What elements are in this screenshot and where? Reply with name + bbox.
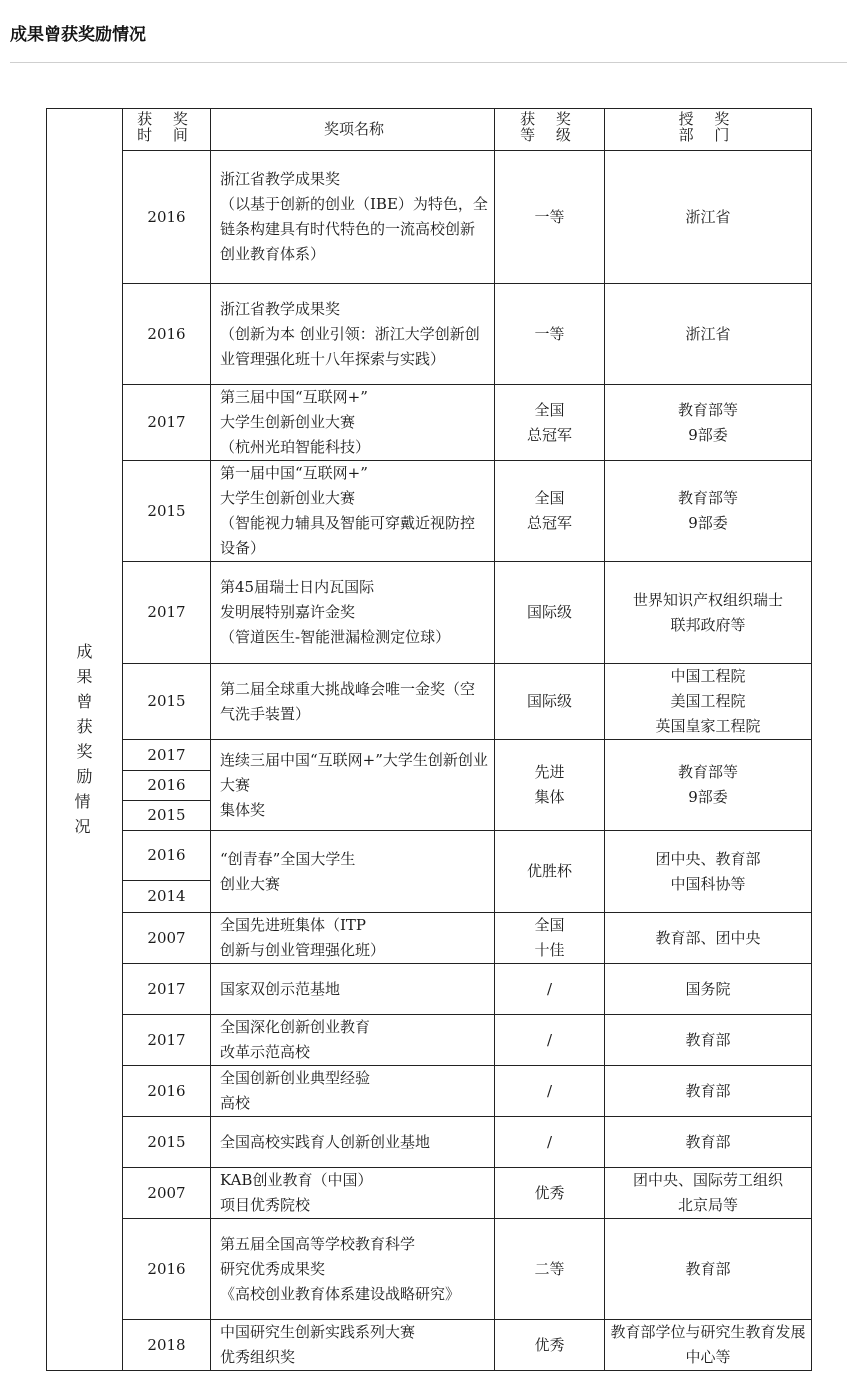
dept-cell: 团中央、教育部 中国科协等 (605, 831, 812, 913)
header-year: 获 奖 时 间 (123, 109, 211, 151)
year-cell: 2015 (123, 801, 211, 831)
award-name-cell: 浙江省教学成果奖 （以基于创新的创业（IBE）为特色，全链条构建具有时代特色的一流高校创新创业教育体系） (211, 151, 495, 284)
award-name-cell: 第一届中国“互联网+” 大学生创新创业大赛 （智能视力辅具及智能可穿戴近视防控设备） (211, 461, 495, 562)
level-cell: 全国 总冠军 (495, 385, 605, 461)
year-cell: 2007 (123, 1168, 211, 1219)
year-cell: 2015 (123, 664, 211, 740)
level-cell: / (495, 964, 605, 1015)
level-cell: 全国 总冠军 (495, 461, 605, 562)
award-name-cell: 第二届全球重大挑战峰会唯一金奖（空气洗手装置） (211, 664, 495, 740)
dept-cell: 教育部、团中央 (605, 913, 812, 964)
year-cell: 2015 (123, 1117, 211, 1168)
table-row (47, 831, 812, 881)
level-cell: 全国 十佳 (495, 913, 605, 964)
table-row (47, 1219, 812, 1320)
table-row (47, 1117, 812, 1168)
year-cell: 2016 (123, 1219, 211, 1320)
dept-cell: 团中央、国际劳工组织 北京局等 (605, 1168, 812, 1219)
title-divider (10, 62, 847, 63)
award-name-cell: “创青春”全国大学生 创业大赛 (211, 831, 495, 913)
year-cell: 2016 (123, 1066, 211, 1117)
dept-cell: 国务院 (605, 964, 812, 1015)
year-cell: 2016 (123, 831, 211, 881)
award-name-cell: KAB创业教育（中国） 项目优秀院校 (211, 1168, 495, 1219)
level-cell: 一等 (495, 151, 605, 284)
award-name-cell: 第45届瑞士日内瓦国际 发明展特别嘉许金奖 （管道医生-智能泄漏检测定位球） (211, 562, 495, 664)
table-row (47, 1168, 812, 1219)
table-row (47, 385, 812, 461)
table-row (47, 461, 812, 562)
award-name-cell: 全国先进班集体（ITP 创新与创业管理强化班） (211, 913, 495, 964)
header-dept: 授 奖 部 门 (605, 109, 812, 151)
award-name-cell: 中国研究生创新实践系列大赛 优秀组织奖 (211, 1320, 495, 1371)
dept-cell: 教育部等 9部委 (605, 740, 812, 831)
year-cell: 2007 (123, 913, 211, 964)
dept-cell: 世界知识产权组织瑞士 联邦政府等 (605, 562, 812, 664)
dept-cell: 教育部 (605, 1117, 812, 1168)
level-cell: / (495, 1015, 605, 1066)
awards-table (46, 108, 812, 1371)
award-name-cell: 第五届全国高等学校教育科学 研究优秀成果奖 《高校创业教育体系建设战略研究》 (211, 1219, 495, 1320)
header-level: 获 奖 等 级 (495, 109, 605, 151)
year-cell: 2017 (123, 740, 211, 771)
table-row (47, 1015, 812, 1066)
header-row (47, 109, 812, 151)
table-row (47, 913, 812, 964)
year-cell: 2016 (123, 771, 211, 801)
year-cell: 2014 (123, 881, 211, 913)
award-name-cell: 连续三届中国“互联网+”大学生创新创业大赛 集体奖 (211, 740, 495, 831)
year-cell: 2018 (123, 1320, 211, 1371)
dept-cell: 浙江省 (605, 284, 812, 385)
level-cell: 优胜杯 (495, 831, 605, 913)
level-cell: / (495, 1066, 605, 1117)
year-cell: 2016 (123, 284, 211, 385)
level-cell: 优秀 (495, 1168, 605, 1219)
side-label-cell (47, 109, 123, 1371)
year-cell: 2017 (123, 385, 211, 461)
award-name-cell: 国家双创示范基地 (211, 964, 495, 1015)
level-cell: / (495, 1117, 605, 1168)
header-name: 奖项名称 (211, 109, 495, 151)
level-cell: 二等 (495, 1219, 605, 1320)
level-cell: 先进 集体 (495, 740, 605, 831)
level-cell: 国际级 (495, 562, 605, 664)
side-label: 成 果 曾 获 奖 励 情况 (74, 642, 109, 836)
table-row (47, 284, 812, 385)
year-cell: 2017 (123, 1015, 211, 1066)
table-row (47, 562, 812, 664)
award-name-cell: 全国深化创新创业教育 改革示范高校 (211, 1015, 495, 1066)
dept-cell: 教育部等 9部委 (605, 385, 812, 461)
dept-cell: 浙江省 (605, 151, 812, 284)
year-cell: 2016 (123, 151, 211, 284)
page-title: 成果曾获奖励情况 (10, 25, 146, 45)
level-cell: 一等 (495, 284, 605, 385)
award-name-cell: 第三届中国“互联网+” 大学生创新创业大赛 （杭州光珀智能科技） (211, 385, 495, 461)
table-row (47, 740, 812, 771)
dept-cell: 教育部 (605, 1015, 812, 1066)
dept-cell: 教育部等 9部委 (605, 461, 812, 562)
table-row (47, 1066, 812, 1117)
award-name-cell: 浙江省教学成果奖 （创新为本 创业引领：浙江大学创新创业管理强化班十八年探索与实践） (211, 284, 495, 385)
level-cell: 优秀 (495, 1320, 605, 1371)
table-row (47, 664, 812, 740)
table-row (47, 151, 812, 284)
dept-cell: 教育部 (605, 1066, 812, 1117)
award-name-cell: 全国创新创业典型经验 高校 (211, 1066, 495, 1117)
dept-cell: 教育部学位与研究生教育发展中心等 (605, 1320, 812, 1371)
award-name-cell: 全国高校实践育人创新创业基地 (211, 1117, 495, 1168)
table-row (47, 964, 812, 1015)
level-cell: 国际级 (495, 664, 605, 740)
year-cell: 2017 (123, 562, 211, 664)
year-cell: 2017 (123, 964, 211, 1015)
dept-cell: 中国工程院 美国工程院 英国皇家工程院 (605, 664, 812, 740)
table-row (47, 1320, 812, 1371)
year-cell: 2015 (123, 461, 211, 562)
dept-cell: 教育部 (605, 1219, 812, 1320)
